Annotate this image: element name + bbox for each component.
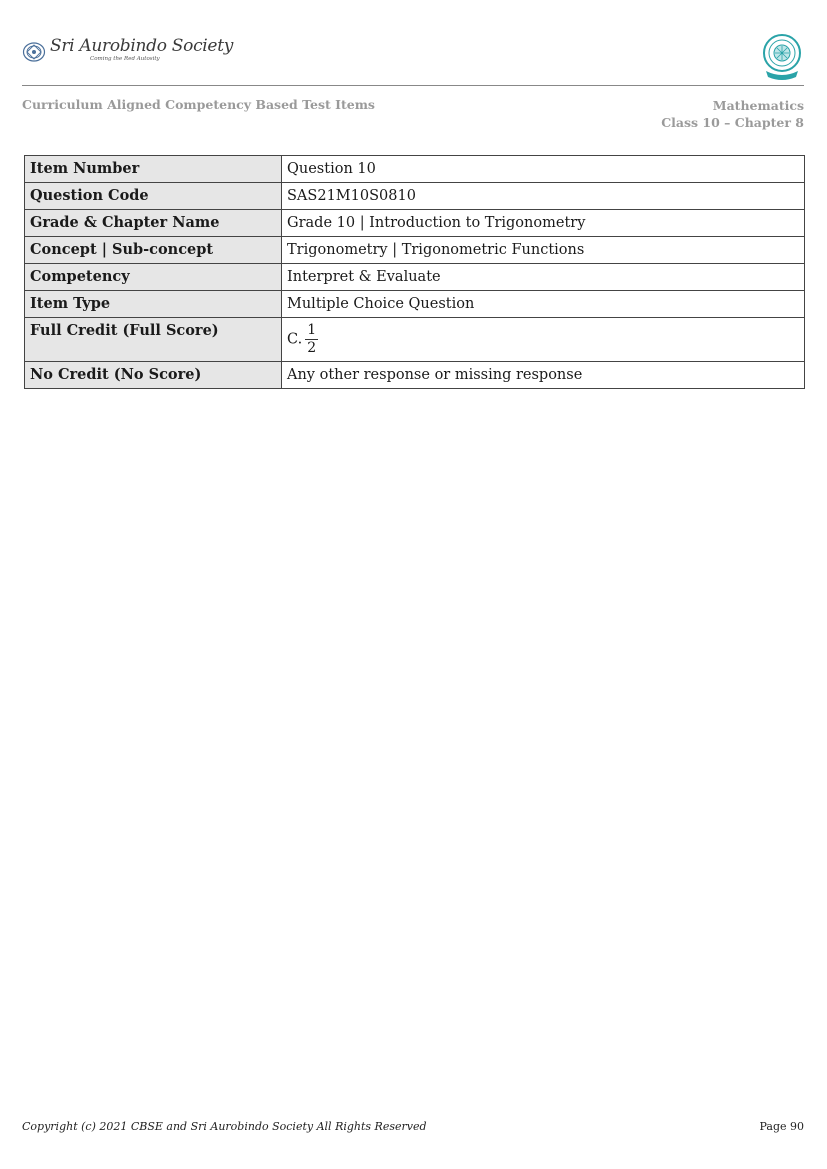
subject-name: Mathematics xyxy=(712,98,804,113)
row-value: SAS21M10S0810 xyxy=(282,183,805,210)
no-credit-value: Any other response or missing response xyxy=(282,362,805,389)
row-value: Interpret & Evaluate xyxy=(282,264,805,291)
no-credit-label: No Credit (No Score) xyxy=(25,362,282,389)
copyright-notice: Copyright (c) 2021 CBSE and Sri Aurobindo Society All Rights Reserved xyxy=(22,1120,427,1133)
row-label: Item Type xyxy=(25,291,282,318)
row-value: Question 10 xyxy=(282,156,805,183)
table-row xyxy=(25,264,805,291)
sri-aurobindo-society-logo xyxy=(22,36,234,68)
row-label: Question Code xyxy=(25,183,282,210)
answer-option: C. xyxy=(287,331,303,348)
row-value: Trigonometry | Trigonometric Functions xyxy=(282,237,805,264)
table-row xyxy=(25,291,805,318)
table-row xyxy=(25,210,805,237)
row-label: Competency xyxy=(25,264,282,291)
fraction-numerator: 1 xyxy=(307,322,317,338)
page-number: Page 90 xyxy=(759,1120,804,1133)
full-credit-row xyxy=(25,318,805,362)
fraction-denominator: 2 xyxy=(307,340,317,356)
org-name: Sri Aurobindo Society xyxy=(50,36,234,56)
question-info-table xyxy=(24,155,805,389)
row-label: Grade & Chapter Name xyxy=(25,210,282,237)
no-credit-row xyxy=(25,362,805,389)
org-tagline: Coming the Red Autosity xyxy=(90,56,160,62)
table-row xyxy=(25,156,805,183)
class-chapter: Class 10 – Chapter 8 xyxy=(661,115,804,130)
answer-fraction xyxy=(305,322,318,357)
row-value: Grade 10 | Introduction to Trigonometry xyxy=(282,210,805,237)
cbse-seal-logo xyxy=(760,33,804,81)
subject-heading xyxy=(661,97,804,131)
full-credit-answer xyxy=(282,318,805,362)
table-row xyxy=(25,183,805,210)
row-label: Item Number xyxy=(25,156,282,183)
cbse-seal-icon xyxy=(760,33,804,81)
table-row xyxy=(25,237,805,264)
society-emblem-icon xyxy=(22,41,46,63)
row-value: Multiple Choice Question xyxy=(282,291,805,318)
header-divider xyxy=(22,85,804,86)
row-label: Concept | Sub-concept xyxy=(25,237,282,264)
document-series-title: Curriculum Aligned Competency Based Test Items xyxy=(22,97,375,112)
full-credit-label: Full Credit (Full Score) xyxy=(25,318,282,362)
